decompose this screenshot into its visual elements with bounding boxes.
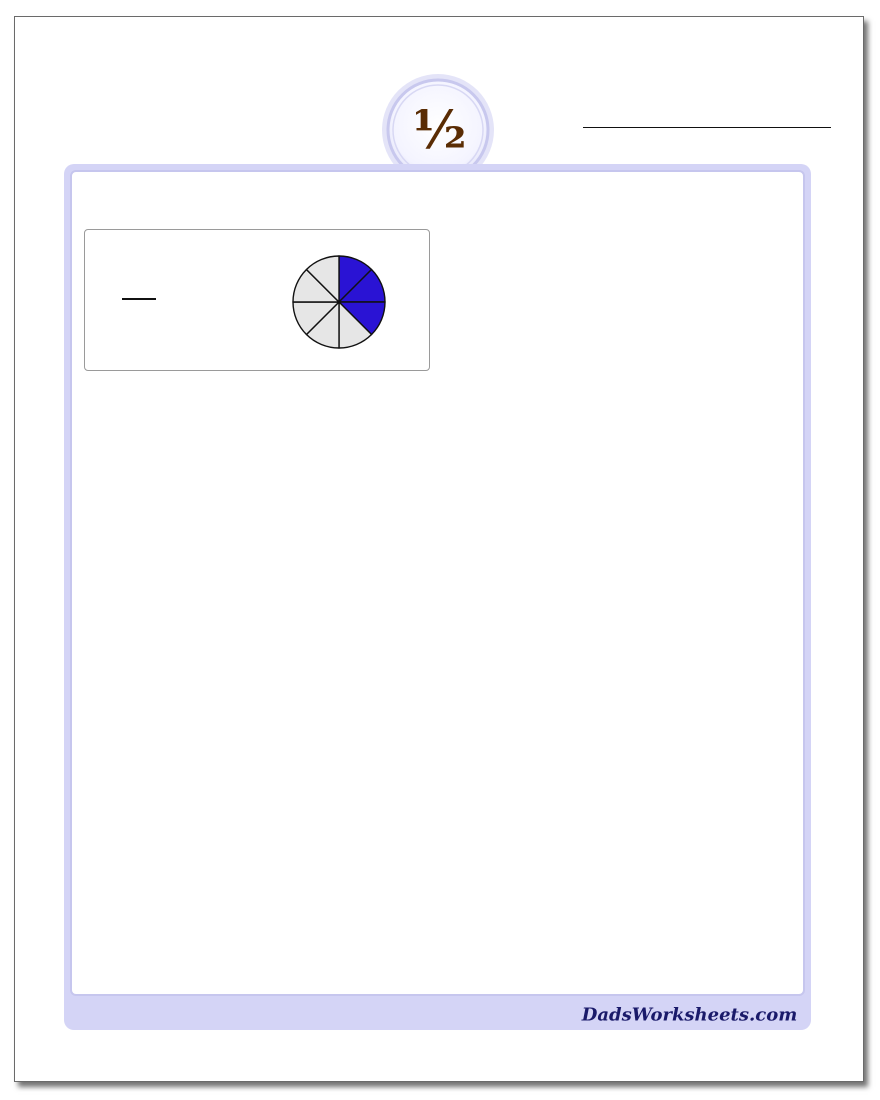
fraction-label: [122, 268, 156, 332]
name-underline: [583, 127, 831, 128]
numerator: [122, 268, 156, 295]
badge-shadow-text: ½: [412, 100, 467, 161]
fraction-graphic: [235, 232, 429, 368]
denominator: [122, 305, 156, 332]
fraction-circle: [293, 256, 385, 348]
fraction-problem-cell: [84, 229, 430, 371]
fraction-bar: [122, 298, 156, 300]
svg-text:DadsWorksheets.com: DadsWorksheets.com: [581, 1004, 798, 1026]
dadsworksheets-logo-icon: [576, 996, 798, 1026]
